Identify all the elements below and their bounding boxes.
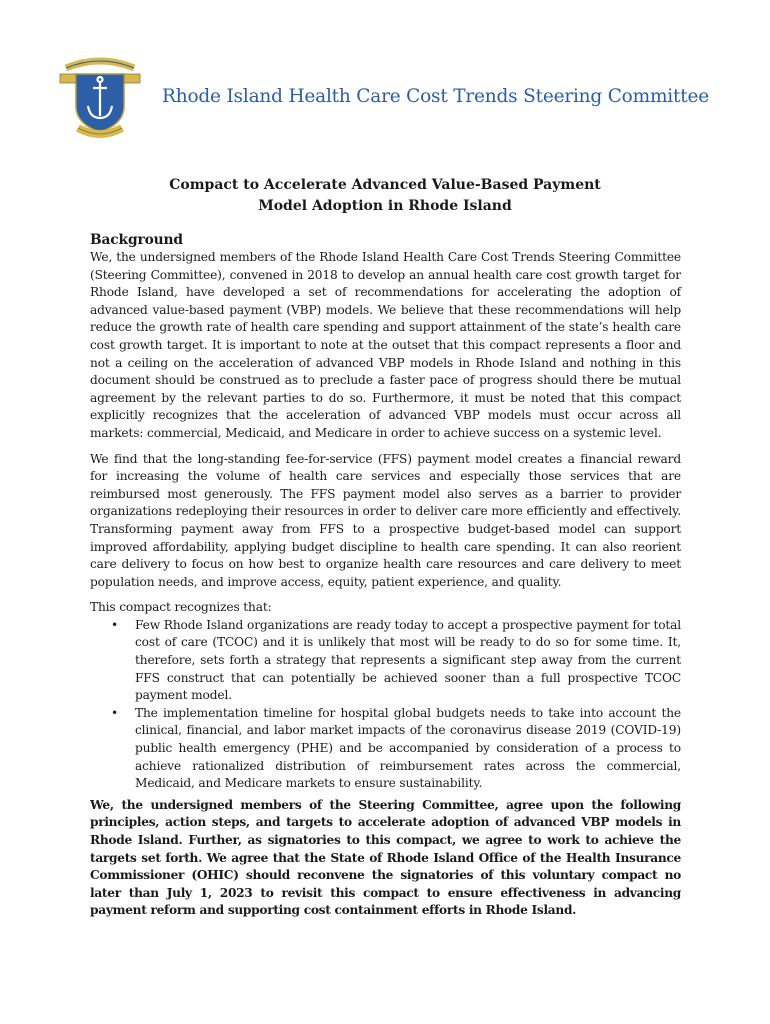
document-title <box>90 175 680 217</box>
recognition-list <box>90 617 681 793</box>
state-seal-logo <box>52 44 148 140</box>
list-item: • Few Rhode Island organizations are ready today to accept a prospective payment for total cost of care (TCOC) and it is unlikely that most will be ready to do so for some time. It, therefore, sets forth a strategy that represents a significant step away from the current FFS construct that can potentially be achieved sooner than a full prospective TCOC payment model. <box>135 617 681 705</box>
committee-name: Rhode Island Health Care Cost Trends Steering Committee <box>162 86 709 107</box>
title-line-2: Model Adoption in Rhode Island <box>258 198 512 214</box>
title-line-1: Compact to Accelerate Advanced Value-Based Payment <box>169 177 601 193</box>
recognizes-intro: This compact recognizes that: <box>90 600 272 615</box>
agreement-paragraph: We, the undersigned members of the Steering Committee, agree upon the following principles, action steps, and targets to accelerate adoption of advanced VBP models in Rhode Island. Further, as signatories to this compact, we agree to work to achieve the targets set forth. We agree that the State of Rhode Island Office of the Health Insurance Commissioner (OHIC) should reconvene the signatories of this voluntary compact no later than July 1, 2023 to revisit this compact to ensure effectiveness in advancing payment reform and supporting cost containment efforts in Rhode Island. <box>90 797 681 918</box>
document-body <box>90 231 681 928</box>
list-item: • The implementation timeline for hospital global budgets needs to take into account the clinical, financial, and labor market impacts of the coronavirus disease 2019 (COVID-19) public health emergency (PHE) and be accompanied by consideration of a process to achieve rationalized distribution of reimbursement rates across the commercial, Medicaid, and Medicare markets to ensure sustainability. <box>135 705 681 793</box>
background-heading: Background <box>90 232 183 248</box>
background-paragraph-2: We find that the long-standing fee-for-service (FFS) payment model creates a financial reward for increasing the volume of health care services and especially those services that are reimbursed most generously. The FFS payment model also serves as a barrier to provider organizations redeploying their resources in order to deliver care more efficiently and effectively. Transforming payment away from FFS to a prospective budget-based model can support improved affordability, applying budget discipline to health care spending. It can also reorient care delivery to focus on how best to organize health care resources and care delivery to meet population needs, and improve access, equity, patient experience, and quality. <box>90 451 681 589</box>
background-paragraph-1: We, the undersigned members of the Rhode Island Health Care Cost Trends Steering Committee (Steering Committee), convened in 2018 to develop an annual health care cost growth target for Rhode Island, have developed a set of recommendations for accelerating the adoption of advanced value-based payment (VBP) models. We believe that these recommendations will help reduce the growth rate of health care spending and support attainment of the state’s health care cost growth target. It is important to note at the outset that this compact represents a floor and not a ceiling on the acceleration of advanced VBP models in Rhode Island and nothing in this document should be construed as to preclude a faster pace of progress should there be mutual agreement by the relevant parties to do so. Furthermore, it must be noted that this compact explicitly recognizes that the acceleration of advanced VBP models must occur across all markets: commercial, Medicaid, and Medicare in order to achieve success on a systemic level. <box>90 250 681 440</box>
